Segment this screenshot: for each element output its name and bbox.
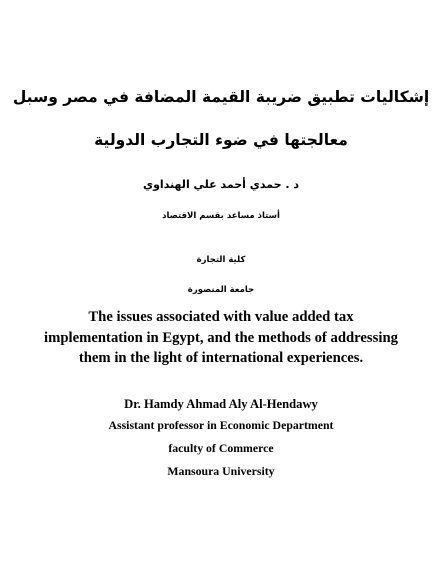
english-author-position: Assistant professor in Economic Department xyxy=(108,418,334,432)
english-university: Mansoura University xyxy=(167,464,275,478)
english-title: The issues associated with value added tax implementation in Egypt, and the methods of addressing them in the light of international experiences. xyxy=(44,309,398,366)
english-faculty: faculty of Commerce xyxy=(168,441,274,455)
arabic-author-position: أستاذ مساعد بقسم الاقتصاد xyxy=(162,211,280,221)
arabic-author-name: د . حمدي أحمد علي الهنداوي xyxy=(143,178,299,191)
arabic-title-line-2: معالجتها في ضوء التجارب الدولية xyxy=(94,131,348,149)
arabic-title-line-1: إشكاليات تطبيق ضريبة القيمة المضافة في مصر وسبل xyxy=(12,88,430,106)
arabic-university: جامعة المنصورة xyxy=(187,285,255,295)
arabic-faculty: كلية التجارة xyxy=(196,255,246,265)
english-author-name: Dr. Hamdy Ahmad Aly Al-Hendawy xyxy=(124,397,318,411)
